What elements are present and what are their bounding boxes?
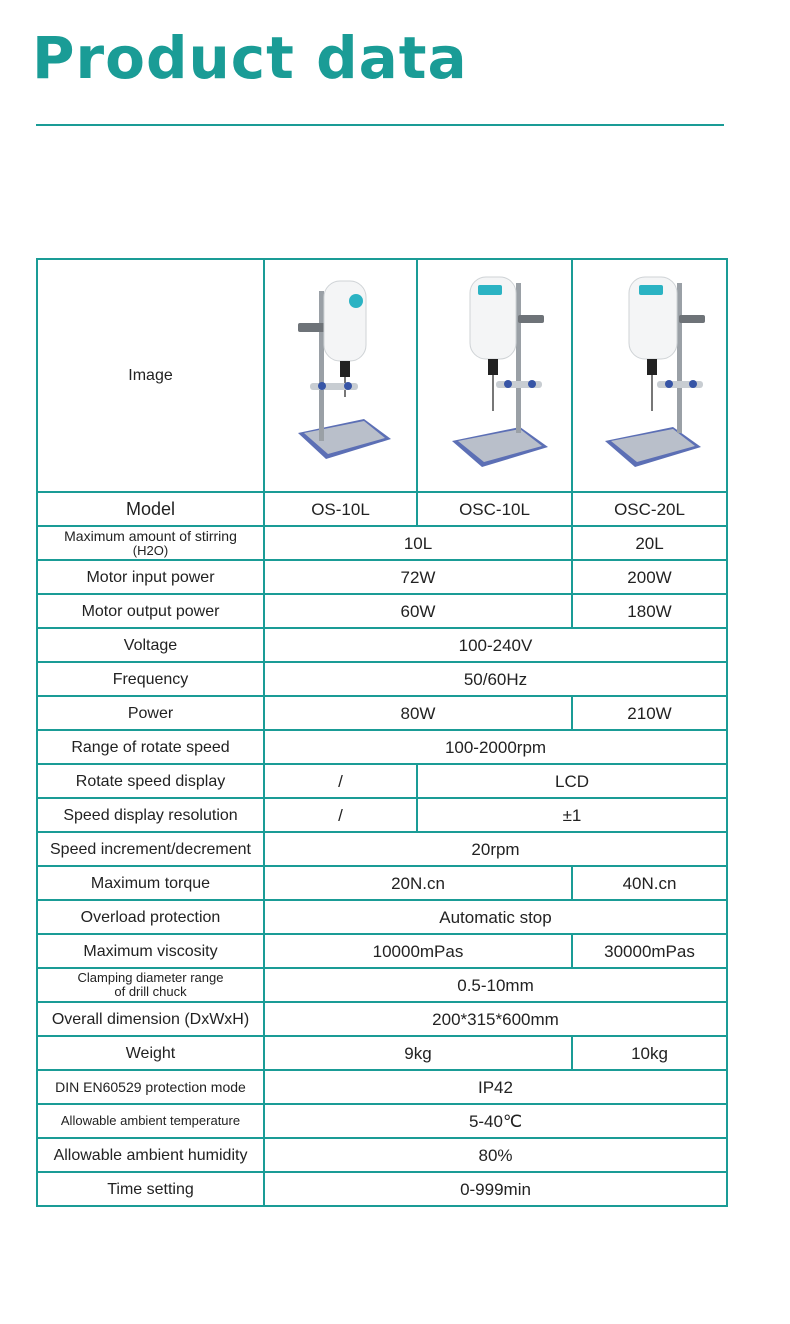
row-label-power: Power [37,696,264,730]
row-label-resolution: Speed display resolution [37,798,264,832]
value-viscosity-10l: 10000mPas [264,934,572,968]
image-row [37,259,727,492]
dimension-row [37,1002,727,1036]
protection-row [37,1070,727,1104]
power-row [37,696,727,730]
increment-row [37,832,727,866]
voltage-row [37,628,727,662]
page-title: Product data [32,24,468,92]
row-label-overload: Overload protection [37,900,264,934]
value-increment: 20rpm [264,832,727,866]
speed-display-row [37,764,727,798]
value-voltage: 100-240V [264,628,727,662]
value-clamping: 0.5-10mm [264,968,727,1002]
row-label-temperature: Allowable ambient temperature [37,1104,264,1138]
stirrer-osc-20l-image [585,263,715,488]
label-line-1: Maximum amount of stirring [64,527,237,544]
value-power-20l: 210W [572,696,727,730]
title-divider [36,124,724,126]
value-max-stirring-20l: 20L [572,526,727,560]
row-label-humidity: Allowable ambient humidity [37,1138,264,1172]
value-motor-output-20l: 180W [572,594,727,628]
value-resolution-os: / [264,798,417,832]
stirrer-osc-10l-image [430,263,560,488]
product-image-cell-osc-10l [417,259,572,492]
model-osc-10l: OSC-10L [417,492,572,526]
value-weight-10l: 9kg [264,1036,572,1070]
label-line-2: (H2O) [132,542,169,558]
row-label-speed-display: Rotate speed display [37,764,264,798]
label-line-2: of drill chuck [114,984,187,999]
row-label-max-stirring [37,526,264,560]
product-image-cell-os-10l [264,259,417,492]
value-power-10l: 80W [264,696,572,730]
row-label-weight: Weight [37,1036,264,1070]
value-protection: IP42 [264,1070,727,1104]
row-label-frequency: Frequency [37,662,264,696]
max-stirring-row [37,526,727,560]
motor-output-row [37,594,727,628]
temperature-row [37,1104,727,1138]
resolution-row [37,798,727,832]
frequency-row [37,662,727,696]
viscosity-row [37,934,727,968]
value-torque-20l: 40N.cn [572,866,727,900]
model-os-10l: OS-10L [264,492,417,526]
product-image-cell-osc-20l [572,259,727,492]
value-frequency: 50/60Hz [264,662,727,696]
row-label-protection: DIN EN60529 protection mode [37,1070,264,1104]
value-torque-10l: 20N.cn [264,866,572,900]
row-label-viscosity: Maximum viscosity [37,934,264,968]
torque-row [37,866,727,900]
speed-range-row [37,730,727,764]
model-row [37,492,727,526]
row-label-increment: Speed increment/decrement [37,832,264,866]
row-label-motor-output: Motor output power [37,594,264,628]
row-label-model: Model [37,492,264,526]
value-time: 0-999min [264,1172,727,1206]
value-resolution-osc: ±1 [417,798,727,832]
overload-row [37,900,727,934]
row-label-dimension: Overall dimension (DxWxH) [37,1002,264,1036]
value-motor-input-10l: 72W [264,560,572,594]
row-label-torque: Maximum torque [37,866,264,900]
motor-input-row [37,560,727,594]
model-osc-20l: OSC-20L [572,492,727,526]
value-viscosity-20l: 30000mPas [572,934,727,968]
product-data-table [36,258,728,1207]
row-label-speed-range: Range of rotate speed [37,730,264,764]
value-motor-input-20l: 200W [572,560,727,594]
row-label-time: Time setting [37,1172,264,1206]
value-motor-output-10l: 60W [264,594,572,628]
row-label-motor-input: Motor input power [37,560,264,594]
clamping-row [37,968,727,1002]
value-weight-20l: 10kg [572,1036,727,1070]
value-humidity: 80% [264,1138,727,1172]
value-overload: Automatic stop [264,900,727,934]
row-label-image: Image [37,259,264,492]
value-temperature: 5-40℃ [264,1104,727,1138]
label-line-1: Clamping diameter range [77,970,224,985]
humidity-row [37,1138,727,1172]
value-speed-display-os: / [264,764,417,798]
time-row [37,1172,727,1206]
row-label-clamping [37,968,264,1002]
weight-row [37,1036,727,1070]
stirrer-os-10l-image [276,263,406,488]
value-speed-display-osc: LCD [417,764,727,798]
value-speed-range: 100-2000rpm [264,730,727,764]
row-label-voltage: Voltage [37,628,264,662]
value-dimension: 200*315*600mm [264,1002,727,1036]
value-max-stirring-10l: 10L [264,526,572,560]
